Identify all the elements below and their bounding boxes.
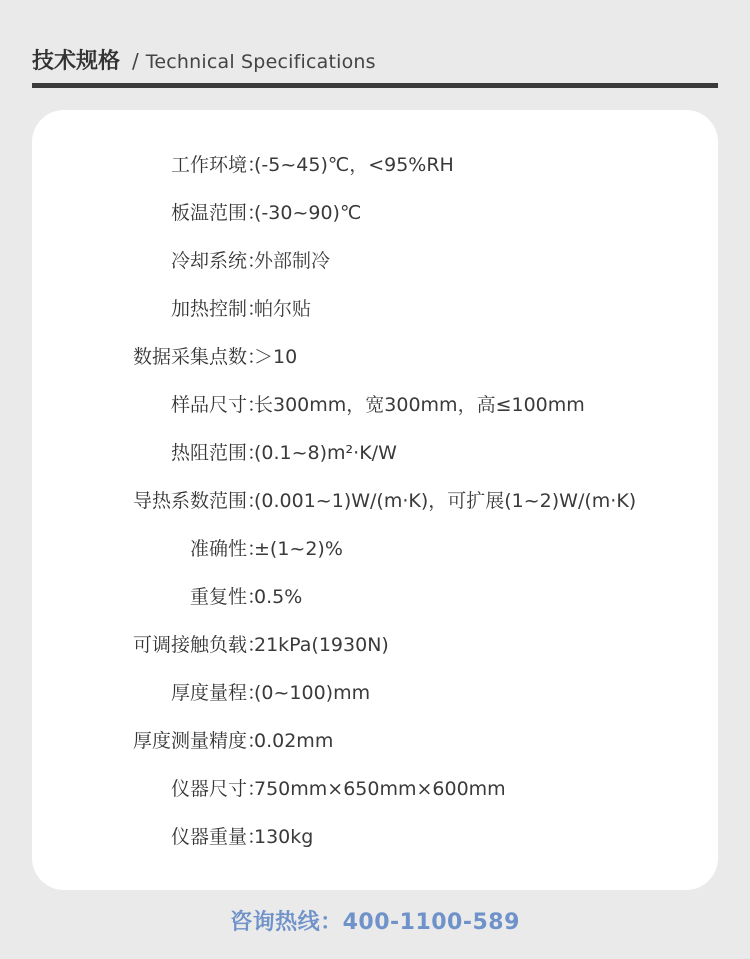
spec-row-thickness-precision: [32, 726, 718, 756]
spec-value: 750mm×650mm×600mm: [254, 778, 506, 800]
spec-label: 厚度量程：: [170, 682, 266, 704]
spec-label: 准确性：: [189, 538, 266, 560]
hotline-text: 咨询热线：400-1100-589: [230, 910, 520, 935]
spec-value: ＞10: [254, 346, 298, 368]
section-title-en: Technical Specifications: [145, 51, 376, 73]
spec-label: 样品尺寸：: [170, 394, 266, 416]
spec-row-thermal-conductivity: [32, 486, 718, 516]
spec-value: ±(1~2)%: [254, 538, 343, 560]
spec-label: 冷却系统：: [170, 250, 266, 272]
spec-row-plate-temperature: [32, 198, 718, 228]
spec-label: 厚度测量精度：: [132, 730, 266, 752]
spec-value: (-5~45)℃，<95%RH: [254, 154, 454, 176]
spec-row-contact-load: [32, 630, 718, 660]
spec-row-thermal-resistance: [32, 438, 718, 468]
spec-row-instrument-weight: [32, 822, 718, 852]
spec-value: 21kPa(1930N): [254, 634, 389, 656]
spec-row-working-environment: [32, 150, 718, 180]
spec-label: 加热控制：: [170, 298, 266, 320]
spec-value: (0.001~1)W/(m·K)，可扩展(1~2)W/(m·K): [254, 490, 637, 512]
spec-value: (0.1~8)m²·K/W: [254, 442, 397, 464]
spec-label: 导热系数范围：: [132, 490, 266, 512]
spec-label: 仪器尺寸：: [170, 778, 266, 800]
section-title-cn: 技术规格: [32, 49, 121, 74]
spec-row-repeatability: [32, 582, 718, 612]
spec-label: 重复性：: [189, 586, 266, 608]
spec-row-sample-size: [32, 390, 718, 420]
spec-value: 帕尔贴: [254, 298, 312, 320]
spec-value: (-30~90)℃: [254, 202, 362, 224]
spec-value: 0.02mm: [254, 730, 334, 752]
spec-card: [32, 110, 718, 890]
spec-row-cooling-system: [32, 246, 718, 276]
spec-row-instrument-size: [32, 774, 718, 804]
spec-row-thickness-range: [32, 678, 718, 708]
title-separator: /: [132, 49, 139, 73]
spec-value: 外部制冷: [254, 250, 331, 272]
spec-row-data-points: [32, 342, 718, 372]
section-header: [32, 44, 376, 80]
spec-row-heating-control: [32, 294, 718, 324]
spec-value: 130kg: [254, 826, 314, 848]
spec-label: 数据采集点数：: [132, 346, 266, 368]
spec-value: 长300mm，宽300mm，高≤100mm: [254, 394, 585, 416]
spec-label: 热阻范围：: [170, 442, 266, 464]
spec-value: 0.5%: [254, 586, 303, 608]
spec-value: (0~100)mm: [254, 682, 371, 704]
spec-label: 可调接触负载：: [132, 634, 266, 656]
spec-label: 板温范围：: [170, 202, 266, 224]
header-divider: [32, 83, 718, 88]
spec-label: 工作环境：: [170, 154, 266, 176]
spec-row-accuracy: [32, 534, 718, 564]
spec-label: 仪器重量：: [170, 826, 266, 848]
